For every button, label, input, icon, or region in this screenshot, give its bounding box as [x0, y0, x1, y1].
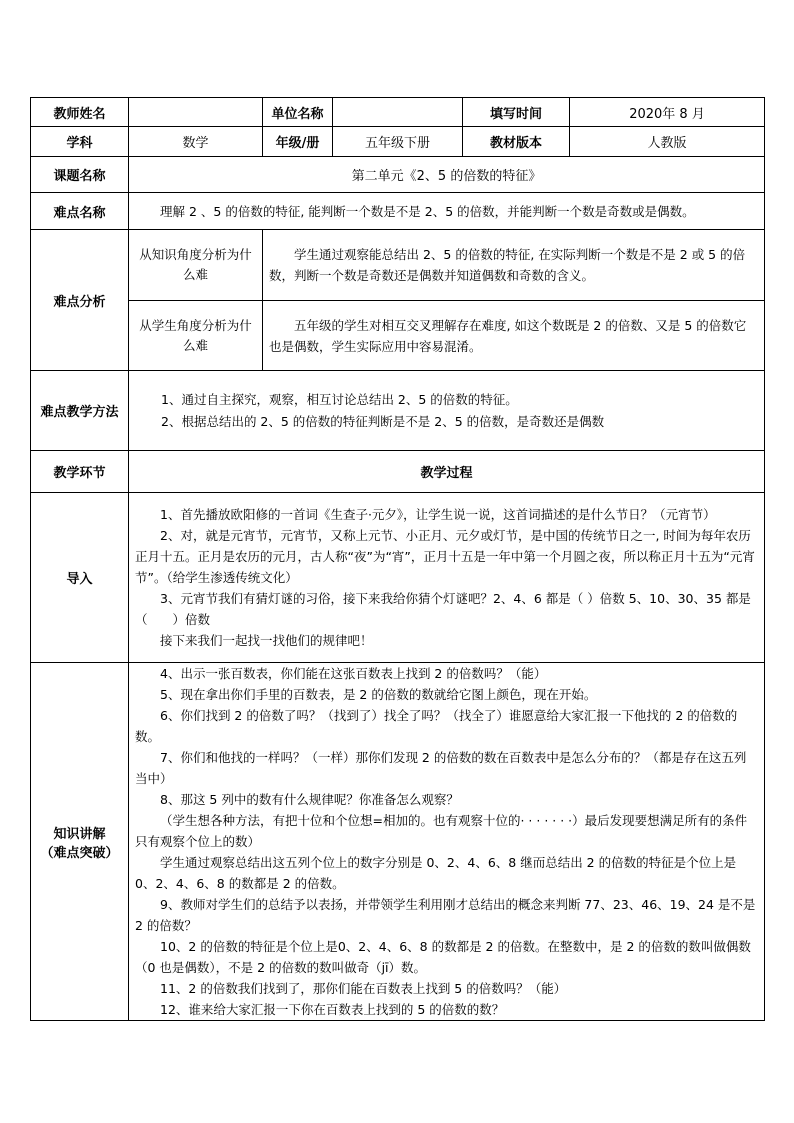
process-label: 教学过程: [129, 451, 765, 493]
knowledge-paragraph: 8、那这 5 列中的数有什么规律呢？你准备怎么观察？: [160, 792, 459, 807]
knowledge-paragraph: 11、2 的倍数我们找到了，那你们能在百数表上找到 5 的倍数吗？（能）: [160, 981, 567, 996]
knowledge-angle-text: 学生通过观察能总结出 2、5 的倍数的特征, 在实际判断一个数是不是 2 或 5 的倍数，判断一个数是奇数还是偶数并知道偶数和奇数的含义。: [269, 247, 746, 283]
lesson-table: [30, 97, 765, 1021]
knowledge-angle-cell: [263, 230, 765, 301]
analysis-label: 难点分析: [31, 230, 129, 371]
teacher-name-value: [129, 98, 263, 127]
intro-paragraph: 3、元宵节我们有猜灯谜的习俗，接下来我给你猜个灯谜吧？2、4、6 都是（ ）倍数 5、10、30、35 都是（ ）倍数: [135, 591, 751, 627]
knowledge-paragraph: 7、你们和他找的一样吗？（一样）那你们发现 2 的倍数的数在百数表中是怎么分布的？（都是存在这五列当中）: [135, 750, 747, 786]
knowledge-label-sub: （难点突破）: [40, 845, 119, 861]
intro-label: 导入: [31, 493, 129, 663]
knowledge-label: 知识讲解: [53, 826, 106, 842]
unit-name-label: 单位名称: [263, 98, 333, 127]
intro-cell: [129, 493, 765, 663]
grade-label: 年级/册: [263, 127, 333, 157]
knowledge-label-cell: [31, 663, 129, 1021]
student-angle-cell: [263, 301, 765, 371]
edition-label: 教材版本: [463, 127, 570, 157]
method-label: 难点教学方法: [31, 371, 129, 451]
knowledge-paragraph: 4、出示一张百数表，你们能在这张百数表上找到 2 的倍数吗？（能）: [160, 666, 547, 681]
topic-label: 课题名称: [31, 157, 129, 193]
teacher-name-label: 教师姓名: [31, 98, 129, 127]
difficulty-value: [129, 193, 765, 230]
process-stage-label: 教学环节: [31, 451, 129, 493]
knowledge-paragraph: 12、谁来给大家汇报一下你在百数表上找到的 5 的倍数的数？: [160, 1002, 505, 1017]
method-item: 1、通过自主探究，观察，相互讨论总结出 2、5 的倍数的特征。: [161, 391, 518, 407]
student-angle-label: 从学生角度分析为什么难: [139, 317, 252, 353]
knowledge-angle-label-cell: [129, 230, 263, 301]
knowledge-paragraph: 6、你们找到 2 的倍数了吗？（找到了）找全了吗？（找全了）谁愿意给大家汇报一下他找的 2 的倍数的数。: [135, 708, 738, 744]
intro-paragraph: 2、对，就是元宵节，元宵节，又称上元节、小正月、元夕或灯节，是中国的传统节日之一, 时间为每年农历正月十五。正月是农历的元月，古人称“夜”为“宵”，正月十五是一年中第一个月圆之夜，所以称正月十五为“元宵节”。（给学生渗透传统文化）: [135, 528, 755, 585]
unit-name-value: [333, 98, 463, 127]
student-angle-text: 五年级的学生对相互交叉理解存在难度, 如这个数既是 2 的倍数、又是 5 的倍数它也是偶数，学生实际应用中容易混淆。: [269, 317, 747, 354]
knowledge-paragraph: 5、现在拿出你们手里的百数表，是 2 的倍数的数就给它图上颜色，现在开始。: [160, 687, 597, 702]
fill-date-label: 填写时间: [463, 98, 570, 127]
intro-paragraph: 接下来我们一起找一找他们的规律吧！: [160, 633, 373, 648]
knowledge-paragraph: 学生通过观察总结出这五列个位上的数字分别是 0、2、4、6、8 继而总结出 2 的倍数的特征是个位上是 0、2、4、6、8 的数都是 2 的倍数。: [135, 855, 737, 891]
knowledge-paragraph: 9、教师对学生们的总结予以表扬，并带领学生利用刚才总结出的概念来判断 77、23、46、19、24 是不是 2 的倍数？: [135, 897, 756, 933]
knowledge-cell: [129, 663, 765, 1021]
edition-value: 人教版: [570, 127, 765, 157]
knowledge-angle-label: 从知识角度分析为什么难: [139, 247, 252, 282]
topic-value: 第二单元《2、5 的倍数的特征》: [129, 157, 765, 193]
difficulty-text: 理解 2 、5 的倍数的特征, 能判断一个数是不是 2、5 的倍数，并能判断一个数是奇数或是偶数。: [160, 203, 695, 219]
method-cell: [129, 371, 765, 451]
knowledge-paragraph: 10、2 的倍数的特征是个位上是0、2、4、6、8 的数都是 2 的倍数。在整数中，是 2 的倍数的数叫做偶数（0 也是偶数），不是 2 的倍数的数叫做奇（jī）数。: [135, 939, 751, 975]
method-item: 2、根据总结出的 2、5 的倍数的特征判断是不是 2、5 的倍数，是奇数还是偶数: [161, 413, 605, 429]
subject-label: 学科: [31, 127, 129, 157]
difficulty-label: 难点名称: [31, 193, 129, 230]
grade-value: 五年级下册: [333, 127, 463, 157]
student-angle-label-cell: [129, 301, 263, 371]
knowledge-paragraph: （学生想各种方法，有把十位和个位想=相加的。也有观察十位的· · · · · · ·）最后发现要想满足所有的条件只有观察个位上的数）: [135, 813, 748, 849]
intro-paragraph: 1、首先播放欧阳修的一首词《生查子·元夕》，让学生说一说，这首词描述的是什么节日？（元宵节）: [160, 507, 716, 522]
fill-date-value: 2020年 8 月: [570, 98, 765, 127]
subject-value: 数学: [129, 127, 263, 157]
